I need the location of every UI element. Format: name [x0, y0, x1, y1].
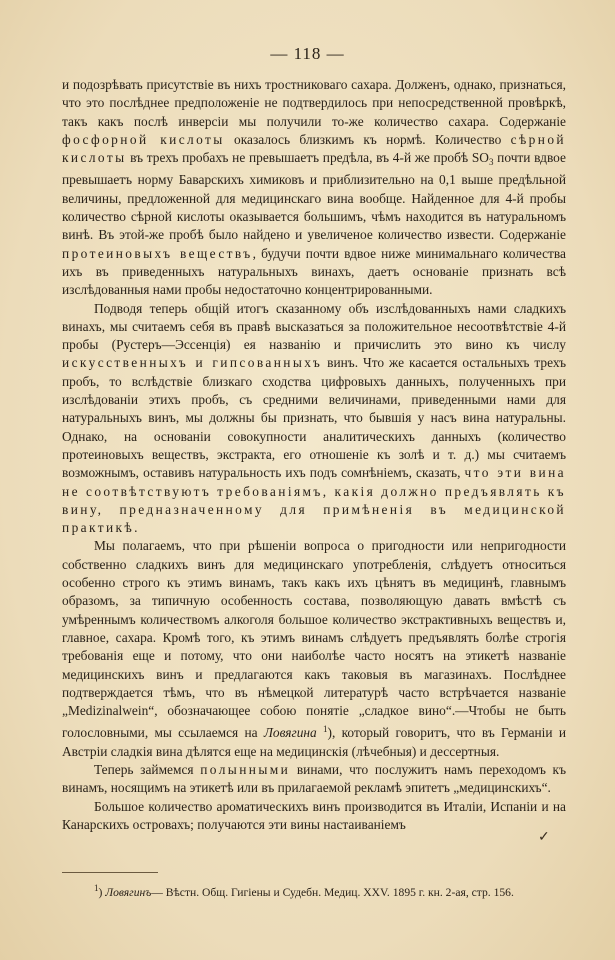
- paragraph-1: и подозрѣвать присутствіе въ нихъ тростниковаго сахара. Долженъ, однако, признаться, что это послѣднее предположеніе не подтвердилось при непосредственной провѣркѣ, такъ какъ послѣ инверсіи мы получили то-же количество сахара. Содержаніе фосфорной кислоты оказалось близкимъ къ нормѣ. Количество сѣрной кислоты въ трехъ пробахъ не превышаетъ предѣла, въ 4-й же пробѣ $SO_3$ почти вдвое превышаетъ норму Баварскихъ химиковъ и приблизительно на 0,1 выше предѣльной величины, предложенной для медицинскаго вина вообще. Найденное для 4-й пробы количество сѣрной кислоты оказывается большимъ, чѣмъ находится въ натуральномъ винѣ. Въ этой-же пробѣ было найдено и увеличеное количество извести. Содержаніе протеиновыхъ веществъ, будучи почти вдвое ниже минимальнаго количества ихъ въ приведенныхъ натуральныхъ винахъ, даетъ основаніе признать всѣ изслѣдованныя нами пробы недостаточно концентрированными.: [62, 77, 566, 298]
- footnote-author: Ловягинъ: [105, 886, 152, 899]
- spaced-term-sulfuric-acid: сѣрной кислоты: [62, 131, 566, 166]
- pencil-mark-icon: ✓: [538, 830, 550, 845]
- footnote-number: 1: [94, 883, 99, 893]
- body-text: [62, 76, 566, 834]
- footnote-divider: [62, 872, 158, 873]
- spaced-term-wormwood: полынными: [200, 761, 291, 777]
- paragraph-2: Подводя теперь общій итогъ сказанному объ изслѣдованныхъ нами сладкихъ винахъ, мы считаемъ себя въ правѣ высказаться за положительное несоотвѣтствіе 4-й пробы (Рустеръ—Эссенція) ея названію и причислить это вино къ числу искусственныхъ и гипсованныхъ винъ. Что же касается остальныхъ трехъ пробъ, то вслѣдствіе близкаго сходства цифровыхъ данныхъ, полученныхъ при изслѣдованіи этихъ пробъ, съ средними величинами, приведенными нами для натуральныхъ винъ, мы должны бы признать, что бывшія у насъ вина натуральны. Однако, на основаніи совокупности аналитическихъ данныхъ (количество протеиновыхъ веществъ, экстракта, его отношеніе къ золѣ и т. д.) мы считаемъ возможнымъ, оставивъ натуральность ихъ подъ сомнѣніемъ, сказать, что эти вина не соотвѣтствуютъ требованіямъ, какія должно предъявлять къ вину, предназначенному для примѣненія въ медицинской практикѣ.: [62, 300, 566, 536]
- footnote: $^1$) Ловягинъ— Вѣстн. Общ. Гигіены и Судебн. Медиц. XXV. 1895 г. кн. 2-ая, стр. 156.: [94, 883, 514, 899]
- footnote-text: — Вѣстн. Общ. Гигіены и Судебн. Медиц. XXV. 1895 г. кн. 2-ая, стр. 156.: [151, 886, 514, 899]
- paragraph-5: Большое количество ароматическихъ винъ производится въ Италіи, Испаніи и на Канарскихъ островахъ; получаются эти вины настаиваніемъ: [62, 798, 566, 832]
- paragraph-4: Теперь займемся полынными винами, что послужитъ намъ переходомъ къ винамъ, носящимъ на этикетѣ или въ прилагаемой рекламѣ эпитетъ „медицинскихъ“.: [62, 761, 566, 796]
- footnote-ref[interactable]: 1: [323, 724, 328, 735]
- spaced-term-phosphoric-acid: фосфорной кислоты: [62, 131, 225, 147]
- page-number: — 118 —: [270, 44, 345, 63]
- subscript: 3: [488, 157, 494, 168]
- paragraph-3: Мы полагаемъ, что при рѣшеніи вопроса о пригодности или непригодности собственно сладкихъ винъ для медицинскаго употребленія, слѣдуетъ относиться особенно строго къ этимъ винамъ, такъ какъ ихъ цѣнятъ въ медицинѣ, главнымъ образомъ, за типичную особенность состава, позволяющую давать вмѣстѣ съ умѣреннымъ количествомъ алкоголя большое количество экстрактивныхъ веществъ и, главное, сахара. Кромѣ того, къ этимъ винамъ слѣдуетъ предъявлять болѣе строгія требованія еще и потому, что они наиболѣе часто носятъ на этикетѣ названіе медицинскихъ винъ и предлагаются какъ таковыя въ магазинахъ. Послѣднее подтверждается тѣмъ, что въ нѣмецкой литературѣ часто встрѣчается названіе „Medizinalwein“, обозначающее собою понятіе „сладкое вино“.—Чтобы не быть голословными, мы ссылаемся на Ловягина $^1$), который говоритъ, что въ Германіи и Австріи сладкія вина дѣлятся еще на медицинскія (лѣчебныя) и дессертныя.: [62, 538, 566, 759]
- spaced-term-protein-substances: протеиновыхъ веществъ: [62, 245, 253, 261]
- author-reference: Ловягина: [263, 725, 317, 741]
- spaced-conclusion: что эти вина не соотвѣтствуютъ требованіямъ, какія должно предъявлять къ вину, предназначенному для примѣненія въ медицинской практикѣ: [62, 465, 566, 536]
- spaced-term-artificial-wines: искусственныхъ и гипсованныхъ: [62, 355, 323, 371]
